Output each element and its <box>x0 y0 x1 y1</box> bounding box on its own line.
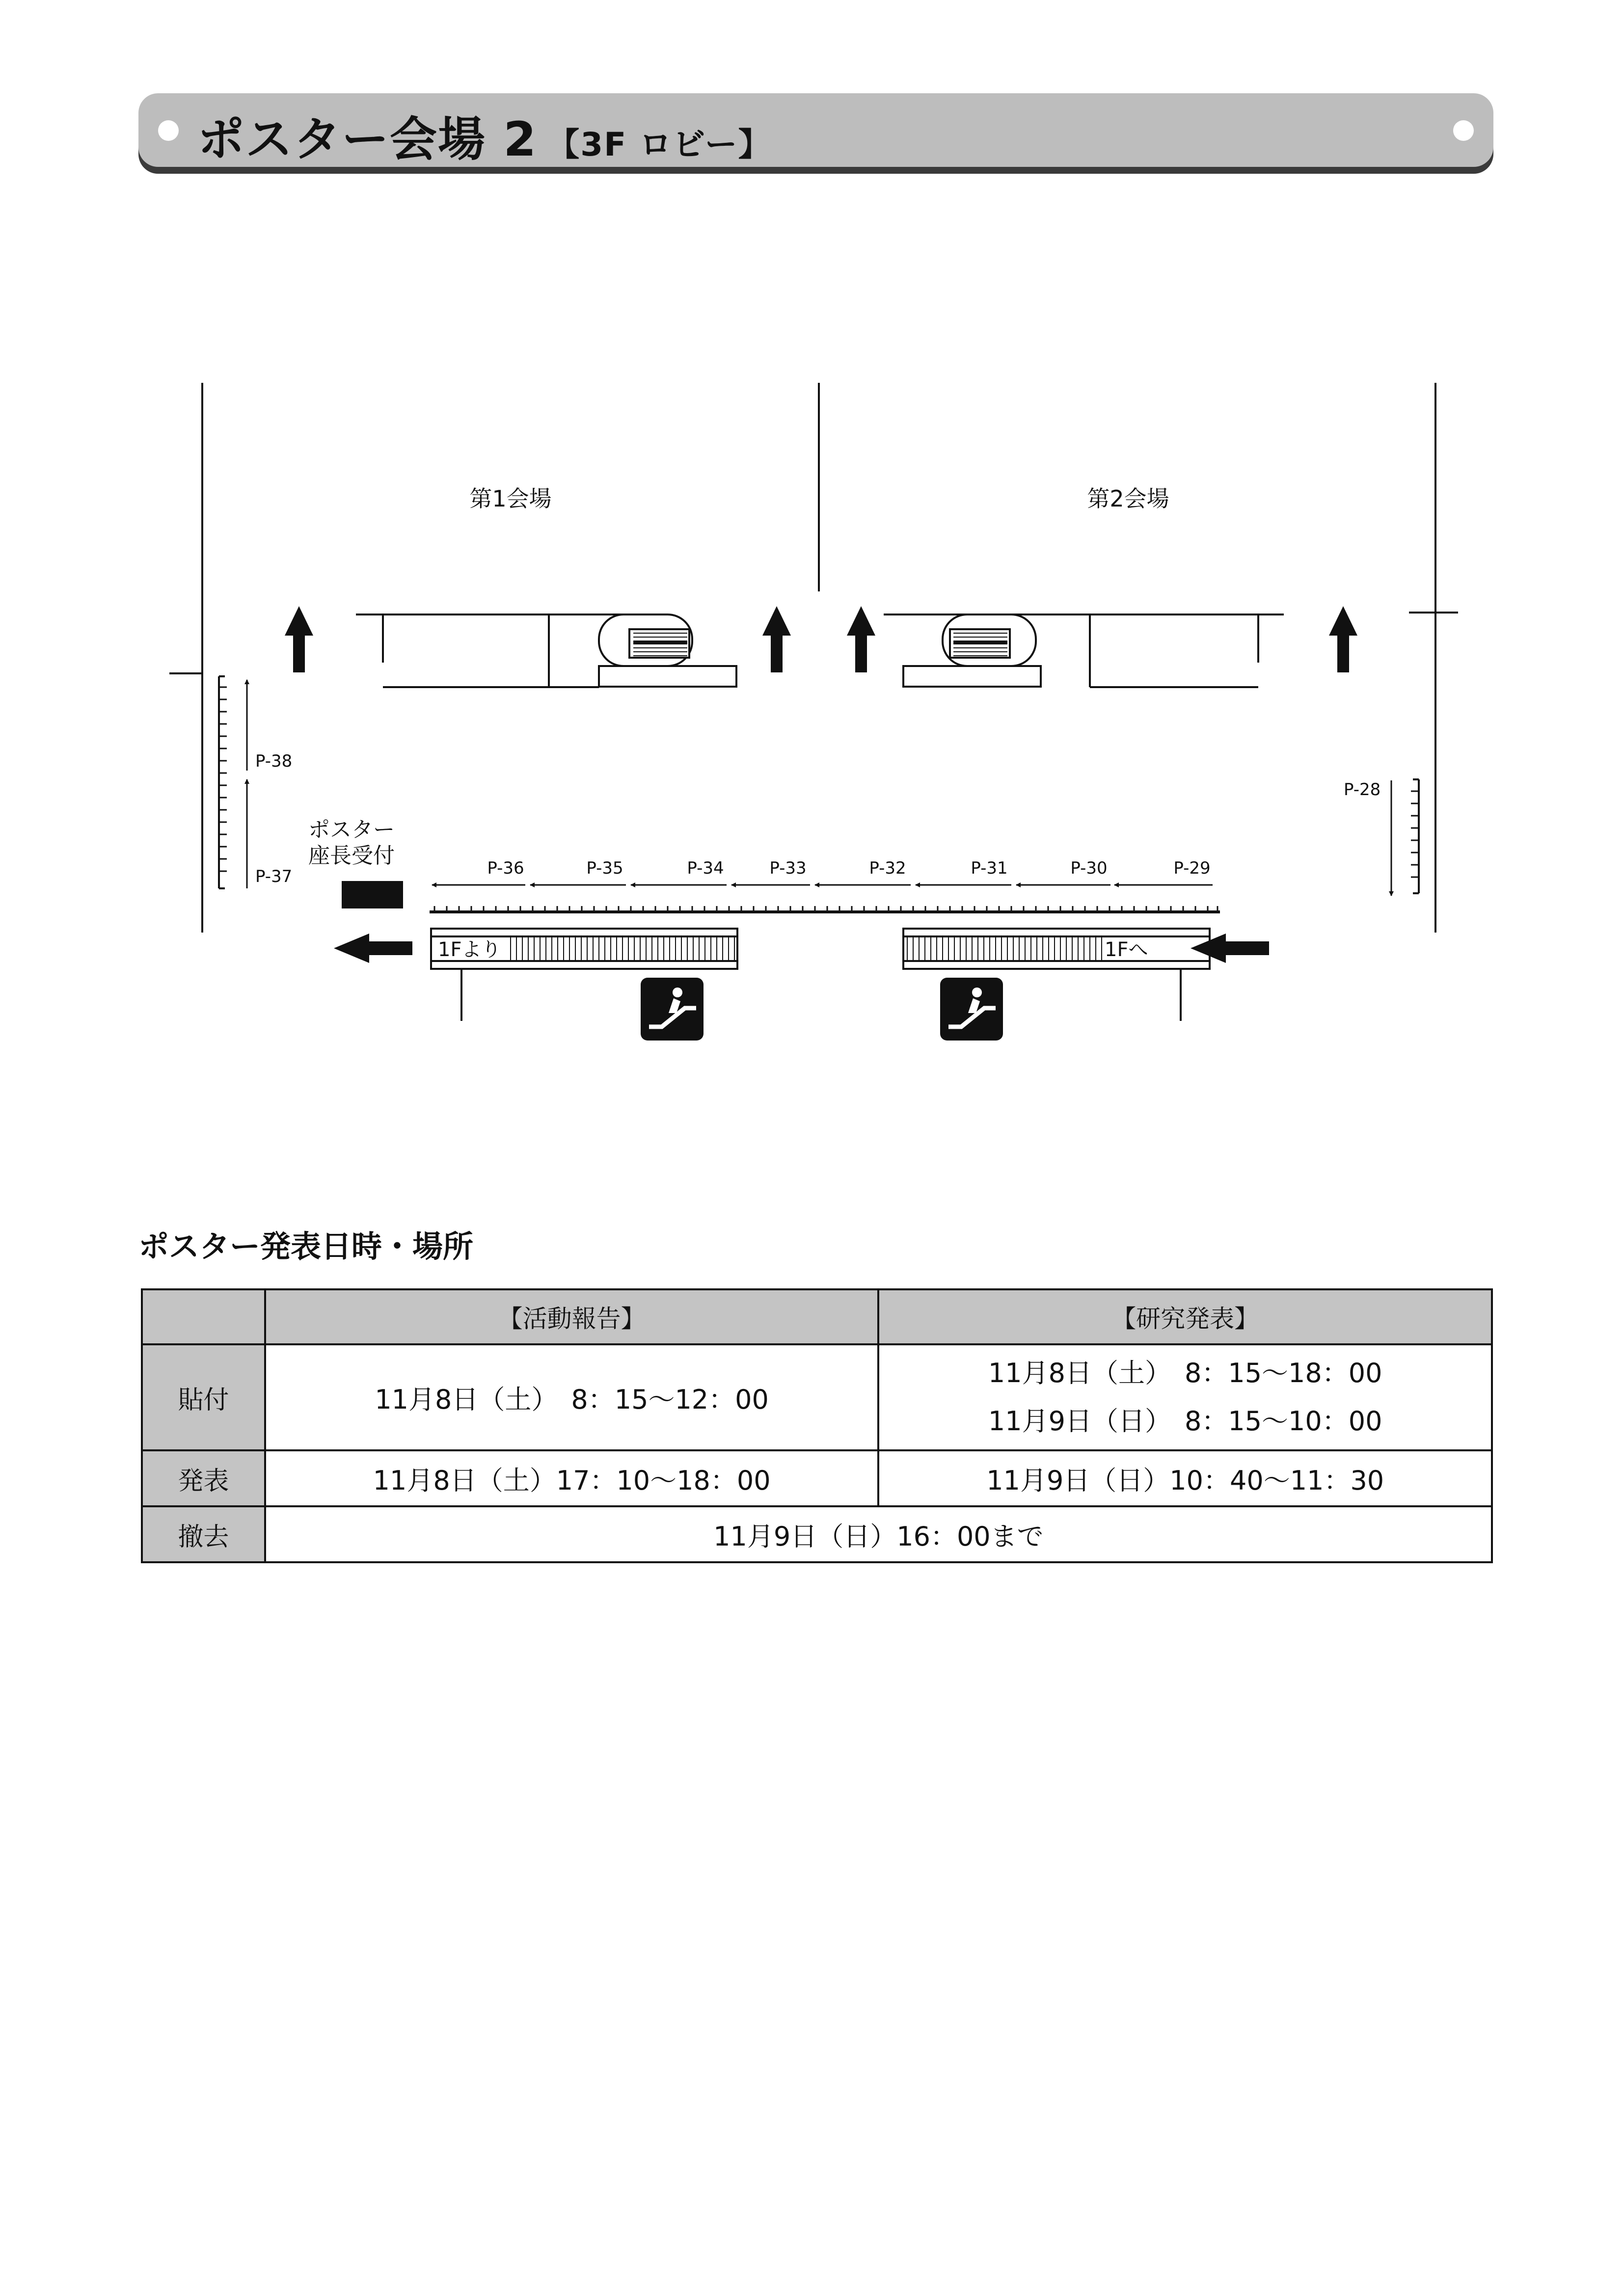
entrance-arrows <box>285 606 1357 672</box>
poster-board-left <box>219 676 225 888</box>
table-row <box>142 1506 1492 1562</box>
cell-remove: 11月9日（日）16：00まで <box>265 1506 1492 1562</box>
cell-attach-research-line2: 11月9日（日） 8：15～10：00 <box>988 1406 1382 1437</box>
escalator-left-label: 1Fより <box>438 938 501 961</box>
reception-label-1: ポスター <box>308 817 395 842</box>
page-title-main: ポスター会場 2 <box>197 112 538 167</box>
poster-label-p30: P-30 <box>1070 858 1108 878</box>
poster-board-left-ticks <box>219 687 227 871</box>
schedule-table <box>141 1288 1493 1563</box>
poster-label-p37: P-37 <box>255 867 293 886</box>
row-header-remove: 撤去 <box>142 1506 265 1562</box>
room-label-2: 第2会場 <box>1087 485 1169 512</box>
cell-present-activity: 11月8日（土）17：10～18：00 <box>265 1450 879 1506</box>
cell-attach-research-line1: 11月8日（土） 8：15～18：00 <box>988 1358 1382 1388</box>
column-header-research: 【研究発表】 <box>878 1289 1492 1344</box>
stair-right <box>884 614 1284 687</box>
up-arrow-icon <box>762 606 791 672</box>
column-header-activity: 【活動報告】 <box>265 1289 879 1344</box>
escalator-icon <box>940 978 1003 1041</box>
schedule-title: ポスター発表日時・場所 <box>138 1228 474 1264</box>
cell-attach-research <box>878 1344 1492 1450</box>
poster-label-p36: P-36 <box>487 858 524 878</box>
cell-present-research: 11月9日（日）10：40～11：30 <box>878 1450 1492 1506</box>
up-arrow-icon <box>285 606 313 672</box>
cell-attach-activity: 11月8日（土） 8：15～12：00 <box>265 1344 879 1450</box>
escalator-icon <box>641 978 704 1041</box>
poster-label-p35: P-35 <box>586 858 623 878</box>
poster-label-p34: P-34 <box>687 858 724 878</box>
table-header-row <box>142 1289 1492 1344</box>
poster-board-right <box>1413 779 1419 893</box>
table-row <box>142 1450 1492 1506</box>
escalator-right-label: 1Fへ <box>1105 938 1148 961</box>
reception-label-2: 座長受付 <box>308 843 395 868</box>
table-row <box>142 1344 1492 1450</box>
row-header-attach: 貼付 <box>142 1344 265 1450</box>
left-arrow-icon <box>334 934 412 963</box>
up-arrow-icon <box>847 606 875 672</box>
floor-map <box>0 0 1624 1080</box>
table-header-empty <box>142 1289 265 1344</box>
stair-left <box>356 614 736 687</box>
row-header-present: 発表 <box>142 1450 265 1506</box>
poster-label-p28: P-28 <box>1344 780 1381 800</box>
room-label-1: 第1会場 <box>469 485 552 512</box>
poster-board-right-ticks <box>1411 791 1419 877</box>
reception-desk <box>342 881 403 908</box>
poster-label-p38: P-38 <box>255 751 293 771</box>
escalator-right <box>903 929 1210 969</box>
poster-label-p32: P-32 <box>869 858 906 878</box>
up-arrow-icon <box>1329 606 1357 672</box>
page-title-sub: 【3F ロビー】 <box>547 126 772 163</box>
poster-label-p31: P-31 <box>971 858 1008 878</box>
posts <box>461 969 1181 1021</box>
poster-label-p29: P-29 <box>1173 858 1211 878</box>
poster-label-p33: P-33 <box>769 858 807 878</box>
